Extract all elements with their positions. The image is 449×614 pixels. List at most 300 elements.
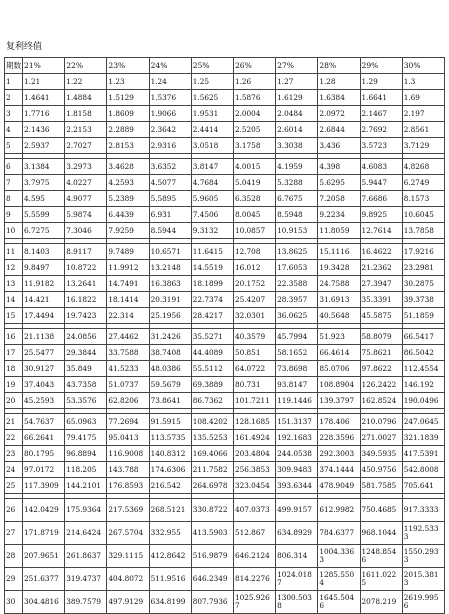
value-cell: 6.931 (149, 207, 191, 223)
value-cell: 319.4737 (65, 568, 107, 591)
value-cell: 33.7588 (107, 345, 149, 361)
value-cell: 25.4207 (233, 292, 275, 308)
value-cell: 54.7637 (23, 414, 65, 430)
value-cell: 784.6377 (318, 522, 360, 545)
value-cell: 7.2058 (318, 191, 360, 207)
value-cell: 634.8929 (276, 522, 318, 545)
value-cell: 16.012 (233, 260, 275, 276)
period-cell: 2 (5, 90, 23, 106)
value-cell: 171.8719 (23, 522, 65, 545)
value-cell: 2.9316 (149, 138, 191, 154)
value-cell: 3.7975 (23, 175, 65, 191)
value-cell: 16.1822 (65, 292, 107, 308)
value-cell: 2.1436 (23, 122, 65, 138)
value-cell: 1.8609 (107, 106, 149, 122)
period-cell: 4 (5, 122, 23, 138)
value-cell: 162.8524 (360, 393, 402, 409)
value-cell: 58.8079 (360, 329, 402, 345)
value-cell: 2.6844 (318, 122, 360, 138)
value-cell: 79.4175 (65, 430, 107, 446)
table-row (5, 499, 445, 522)
value-cell: 3.7129 (402, 138, 444, 154)
table-row (5, 329, 445, 345)
value-cell: 309.9483 (276, 462, 318, 478)
value-cell: 8.9117 (65, 244, 107, 260)
value-cell: 512.867 (233, 522, 275, 545)
table-row (5, 260, 445, 276)
value-cell: 51.923 (318, 329, 360, 345)
period-cell: 5 (5, 138, 23, 154)
value-cell: 13.7858 (402, 223, 444, 239)
value-cell: 73.8698 (276, 361, 318, 377)
value-cell: 646.2349 (191, 568, 233, 591)
period-cell: 26 (5, 499, 23, 522)
header-rate: 23% (107, 58, 149, 74)
value-cell: 4.9077 (65, 191, 107, 207)
value-cell: 2.2153 (65, 122, 107, 138)
value-cell: 25.1956 (149, 308, 191, 324)
value-cell: 7.4506 (191, 207, 233, 223)
value-cell: 4.1959 (276, 159, 318, 175)
value-cell: 6.7675 (276, 191, 318, 207)
value-cell: 750.4685 (360, 499, 402, 522)
value-cell: 228.3596 (318, 430, 360, 446)
value-cell: 1.5876 (233, 90, 275, 106)
value-cell: 86.5042 (402, 345, 444, 361)
period-cell: 3 (5, 106, 23, 122)
table-row (5, 74, 445, 90)
table-row (5, 191, 445, 207)
value-cell: 2.197 (402, 106, 444, 122)
value-cell: 3.5723 (360, 138, 402, 154)
value-cell: 3.2973 (65, 159, 107, 175)
value-cell: 143.788 (107, 462, 149, 478)
period-cell: 9 (5, 207, 23, 223)
value-cell: 91.5915 (149, 414, 191, 430)
value-cell: 4.595 (23, 191, 65, 207)
table-row (5, 106, 445, 122)
value-cell: 374.1444 (318, 462, 360, 478)
value-cell: 2.8561 (402, 122, 444, 138)
period-cell: 10 (5, 223, 23, 239)
value-cell: 478.9049 (318, 478, 360, 494)
value-cell: 11.9912 (107, 260, 149, 276)
value-cell: 2.8153 (107, 138, 149, 154)
table-row (5, 345, 445, 361)
value-cell: 8.0045 (233, 207, 275, 223)
value-cell: 1004.3363 (318, 545, 360, 568)
value-cell: 118.205 (65, 462, 107, 478)
value-cell: 75.8621 (360, 345, 402, 361)
period-cell: 11 (5, 244, 23, 260)
period-cell: 13 (5, 276, 23, 292)
value-cell: 16.3863 (149, 276, 191, 292)
period-cell: 12 (5, 260, 23, 276)
value-cell: 13.2148 (149, 260, 191, 276)
period-cell: 14 (5, 292, 23, 308)
table-row (5, 308, 445, 324)
value-cell: 497.9129 (107, 591, 149, 614)
header-row (5, 58, 445, 74)
value-cell: 3.6352 (149, 159, 191, 175)
value-cell: 1.22 (65, 74, 107, 90)
value-cell: 9.7489 (107, 244, 149, 260)
period-cell: 16 (5, 329, 23, 345)
value-cell: 144.2101 (65, 478, 107, 494)
value-cell: 8.1403 (23, 244, 65, 260)
period-cell: 23 (5, 446, 23, 462)
value-cell: 634.8199 (149, 591, 191, 614)
table-row (5, 462, 445, 478)
value-cell: 499.9157 (276, 499, 318, 522)
value-cell: 31.2426 (149, 329, 191, 345)
value-cell: 19.7423 (65, 308, 107, 324)
value-cell: 705.641 (402, 478, 444, 494)
value-cell: 5.0419 (233, 175, 275, 191)
value-cell: 404.8072 (107, 568, 149, 591)
value-cell: 5.5599 (23, 207, 65, 223)
value-cell: 244.0538 (276, 446, 318, 462)
value-cell: 417.5391 (402, 446, 444, 462)
value-cell: 116.9008 (107, 446, 149, 462)
value-cell: 1.4641 (23, 90, 65, 106)
table-row (5, 292, 445, 308)
value-cell: 4.2593 (107, 175, 149, 191)
value-cell: 542.8008 (402, 462, 444, 478)
table-row (5, 545, 445, 568)
value-cell: 1611.0225 (360, 568, 402, 591)
header-rate: 22% (65, 58, 107, 74)
value-cell: 1.69 (402, 90, 444, 106)
value-cell: 142.0429 (23, 499, 65, 522)
value-cell: 2.5205 (233, 122, 275, 138)
value-cell: 247.0645 (402, 414, 444, 430)
table-row (5, 591, 445, 614)
value-cell: 2015.3813 (402, 568, 444, 591)
value-cell: 13.2641 (65, 276, 107, 292)
value-cell: 35.5271 (191, 329, 233, 345)
value-cell: 85.0706 (318, 361, 360, 377)
value-cell: 97.0172 (23, 462, 65, 478)
value-cell: 1.7716 (23, 106, 65, 122)
value-cell: 39.3738 (402, 292, 444, 308)
value-cell: 2.4414 (191, 122, 233, 138)
value-cell: 112.4554 (402, 361, 444, 377)
table-row (5, 377, 445, 393)
value-cell: 12.7614 (360, 223, 402, 239)
value-cell: 271.0027 (360, 430, 402, 446)
value-cell: 9.8925 (360, 207, 402, 223)
value-cell: 10.6045 (402, 207, 444, 223)
table-row (5, 90, 445, 106)
value-cell: 292.3003 (318, 446, 360, 462)
value-cell: 1.6129 (276, 90, 318, 106)
value-cell: 15.1116 (318, 244, 360, 260)
value-cell: 217.5369 (107, 499, 149, 522)
period-cell: 8 (5, 191, 23, 207)
value-cell: 5.9874 (65, 207, 107, 223)
value-cell: 128.1685 (233, 414, 275, 430)
table-row (5, 478, 445, 494)
value-cell: 17.9216 (402, 244, 444, 260)
value-cell: 38.7408 (149, 345, 191, 361)
value-cell: 11.6415 (191, 244, 233, 260)
value-cell: 6.3528 (233, 191, 275, 207)
value-cell: 8.1573 (402, 191, 444, 207)
value-cell: 65.0963 (65, 414, 107, 430)
value-cell: 73.8641 (149, 393, 191, 409)
value-cell: 1024.0187 (276, 568, 318, 591)
value-cell: 35.3391 (360, 292, 402, 308)
table-row (5, 393, 445, 409)
header-rate: 26% (233, 58, 275, 74)
value-cell: 2078.219 (360, 591, 402, 614)
value-cell: 10.8722 (65, 260, 107, 276)
period-cell: 17 (5, 345, 23, 361)
value-cell: 176.8593 (107, 478, 149, 494)
value-cell: 161.4924 (233, 430, 275, 446)
value-cell: 814.2276 (233, 568, 275, 591)
table-row (5, 175, 445, 191)
header-rate: 21% (23, 58, 65, 74)
value-cell: 3.8147 (191, 159, 233, 175)
value-cell: 14.7491 (107, 276, 149, 292)
value-cell: 1.5376 (149, 90, 191, 106)
value-cell: 14.5519 (191, 260, 233, 276)
value-cell: 23.2981 (402, 260, 444, 276)
value-cell: 5.2389 (107, 191, 149, 207)
value-cell: 917.3333 (402, 499, 444, 522)
value-cell: 2.2889 (107, 122, 149, 138)
value-cell: 18.1414 (107, 292, 149, 308)
value-cell: 3.436 (318, 138, 360, 154)
value-cell: 178.406 (318, 414, 360, 430)
value-cell: 10.9153 (276, 223, 318, 239)
table-row (5, 361, 445, 377)
value-cell: 6.7275 (23, 223, 65, 239)
value-cell: 53.3576 (65, 393, 107, 409)
value-cell: 45.2593 (23, 393, 65, 409)
value-cell: 31.6913 (318, 292, 360, 308)
header-rate: 29% (360, 58, 402, 74)
value-cell: 10.0857 (233, 223, 275, 239)
value-cell: 1.21 (23, 74, 65, 90)
value-cell: 19.3428 (318, 260, 360, 276)
value-cell: 4.7684 (191, 175, 233, 191)
value-cell: 108.4202 (191, 414, 233, 430)
value-cell: 1550.2933 (402, 545, 444, 568)
value-cell: 3.1758 (233, 138, 275, 154)
value-cell: 66.2641 (23, 430, 65, 446)
period-cell: 27 (5, 522, 23, 545)
value-cell: 28.4217 (191, 308, 233, 324)
value-cell: 5.9447 (360, 175, 402, 191)
value-cell: 27.4462 (107, 329, 149, 345)
value-cell: 126.2422 (360, 377, 402, 393)
value-cell: 96.8894 (65, 446, 107, 462)
value-cell: 511.9516 (149, 568, 191, 591)
value-cell: 77.2694 (107, 414, 149, 430)
period-cell: 6 (5, 159, 23, 175)
value-cell: 59.5679 (149, 377, 191, 393)
value-cell: 175.9364 (65, 499, 107, 522)
table-row (5, 244, 445, 260)
value-cell: 1.25 (191, 74, 233, 90)
value-cell: 1.24 (149, 74, 191, 90)
value-cell: 11.9182 (23, 276, 65, 292)
value-cell: 2.6014 (276, 122, 318, 138)
value-cell: 25.5477 (23, 345, 65, 361)
value-cell: 2.7692 (360, 122, 402, 138)
table-row (5, 122, 445, 138)
value-cell: 389.7579 (65, 591, 107, 614)
value-cell: 139.3797 (318, 393, 360, 409)
value-cell: 1300.5038 (276, 591, 318, 614)
value-cell: 203.4804 (233, 446, 275, 462)
value-cell: 69.3889 (191, 377, 233, 393)
period-cell: 18 (5, 361, 23, 377)
value-cell: 1.23 (107, 74, 149, 90)
value-cell: 3.3038 (276, 138, 318, 154)
value-cell: 323.0454 (233, 478, 275, 494)
value-cell: 51.1859 (402, 308, 444, 324)
value-cell: 1.4884 (65, 90, 107, 106)
value-cell: 21.2362 (360, 260, 402, 276)
value-cell: 9.3132 (191, 223, 233, 239)
value-cell: 174.6306 (149, 462, 191, 478)
value-cell: 321.1839 (402, 430, 444, 446)
value-cell: 4.398 (318, 159, 360, 175)
value-cell: 20.1752 (233, 276, 275, 292)
value-cell: 2619.9956 (402, 591, 444, 614)
value-cell: 29.3844 (65, 345, 107, 361)
value-cell: 2.0484 (276, 106, 318, 122)
value-cell: 7.3046 (65, 223, 107, 239)
value-cell: 646.2124 (233, 545, 275, 568)
value-cell: 261.8637 (65, 545, 107, 568)
value-cell: 267.5704 (107, 522, 149, 545)
table-row (5, 223, 445, 239)
value-cell: 1.3 (402, 74, 444, 90)
value-cell: 5.3288 (276, 175, 318, 191)
value-cell: 192.1683 (276, 430, 318, 446)
value-cell: 1.8158 (65, 106, 107, 122)
table-row (5, 276, 445, 292)
value-cell: 332.955 (149, 522, 191, 545)
value-cell: 95.0413 (107, 430, 149, 446)
value-cell: 51.0737 (107, 377, 149, 393)
value-cell: 1248.8546 (360, 545, 402, 568)
value-cell: 44.4089 (191, 345, 233, 361)
value-cell: 3.1384 (23, 159, 65, 175)
header-rate: 28% (318, 58, 360, 74)
value-cell: 18.1899 (191, 276, 233, 292)
value-cell: 1.6641 (360, 90, 402, 106)
table-title: 复利终值 (6, 42, 43, 52)
value-cell: 117.3909 (23, 478, 65, 494)
value-cell: 407.0373 (233, 499, 275, 522)
value-cell: 1.6384 (318, 90, 360, 106)
value-cell: 329.1115 (107, 545, 149, 568)
compound-interest-table (4, 57, 445, 614)
value-cell: 581.7585 (360, 478, 402, 494)
period-cell: 22 (5, 430, 23, 446)
value-cell: 1645.5046 (318, 591, 360, 614)
value-cell: 412.8642 (149, 545, 191, 568)
value-cell: 8.5944 (149, 223, 191, 239)
value-cell: 50.851 (233, 345, 275, 361)
table-body (5, 74, 445, 614)
value-cell: 40.5648 (318, 308, 360, 324)
value-cell: 86.7362 (191, 393, 233, 409)
value-cell: 14.421 (23, 292, 65, 308)
value-cell: 806.314 (276, 545, 318, 568)
value-cell: 108.8904 (318, 377, 360, 393)
period-cell: 1 (5, 74, 23, 90)
value-cell: 28.3957 (276, 292, 318, 308)
value-cell: 210.0796 (360, 414, 402, 430)
table-row (5, 568, 445, 591)
value-cell: 10.6571 (149, 244, 191, 260)
value-cell: 80.1795 (23, 446, 65, 462)
table-row (5, 430, 445, 446)
value-cell: 256.3853 (233, 462, 275, 478)
table-row (5, 159, 445, 175)
period-cell: 19 (5, 377, 23, 393)
value-cell: 4.0227 (65, 175, 107, 191)
value-cell: 2.0004 (233, 106, 275, 122)
value-cell: 3.4628 (107, 159, 149, 175)
value-cell: 64.0722 (233, 361, 275, 377)
value-cell: 24.0856 (65, 329, 107, 345)
table-row (5, 522, 445, 545)
value-cell: 135.5253 (191, 430, 233, 446)
table-row (5, 207, 445, 223)
value-cell: 4.5077 (149, 175, 191, 191)
value-cell: 24.7588 (318, 276, 360, 292)
value-cell: 1.5129 (107, 90, 149, 106)
value-cell: 7.9259 (107, 223, 149, 239)
value-cell: 17.6053 (276, 260, 318, 276)
value-cell: 1025.9267 (233, 591, 275, 614)
value-cell: 612.9982 (318, 499, 360, 522)
value-cell: 58.1652 (276, 345, 318, 361)
period-cell: 28 (5, 545, 23, 568)
value-cell: 1.29 (360, 74, 402, 90)
value-cell: 349.5935 (360, 446, 402, 462)
header-period: 期数 (5, 58, 23, 74)
value-cell: 12.708 (233, 244, 275, 260)
value-cell: 11.8059 (318, 223, 360, 239)
value-cell: 211.7582 (191, 462, 233, 478)
value-cell: 48.0386 (149, 361, 191, 377)
value-cell: 450.9756 (360, 462, 402, 478)
value-cell: 37.4043 (23, 377, 65, 393)
value-cell: 35.849 (65, 361, 107, 377)
table-row (5, 446, 445, 462)
header-rate: 25% (191, 58, 233, 74)
value-cell: 13.8625 (276, 244, 318, 260)
value-cell: 7.6686 (360, 191, 402, 207)
value-cell: 20.3191 (149, 292, 191, 308)
value-cell: 2.5937 (23, 138, 65, 154)
value-cell: 22.3588 (276, 276, 318, 292)
value-cell: 66.5417 (402, 329, 444, 345)
value-cell: 30.9127 (23, 361, 65, 377)
value-cell: 21.1138 (23, 329, 65, 345)
value-cell: 5.9605 (191, 191, 233, 207)
value-cell: 268.5121 (149, 499, 191, 522)
